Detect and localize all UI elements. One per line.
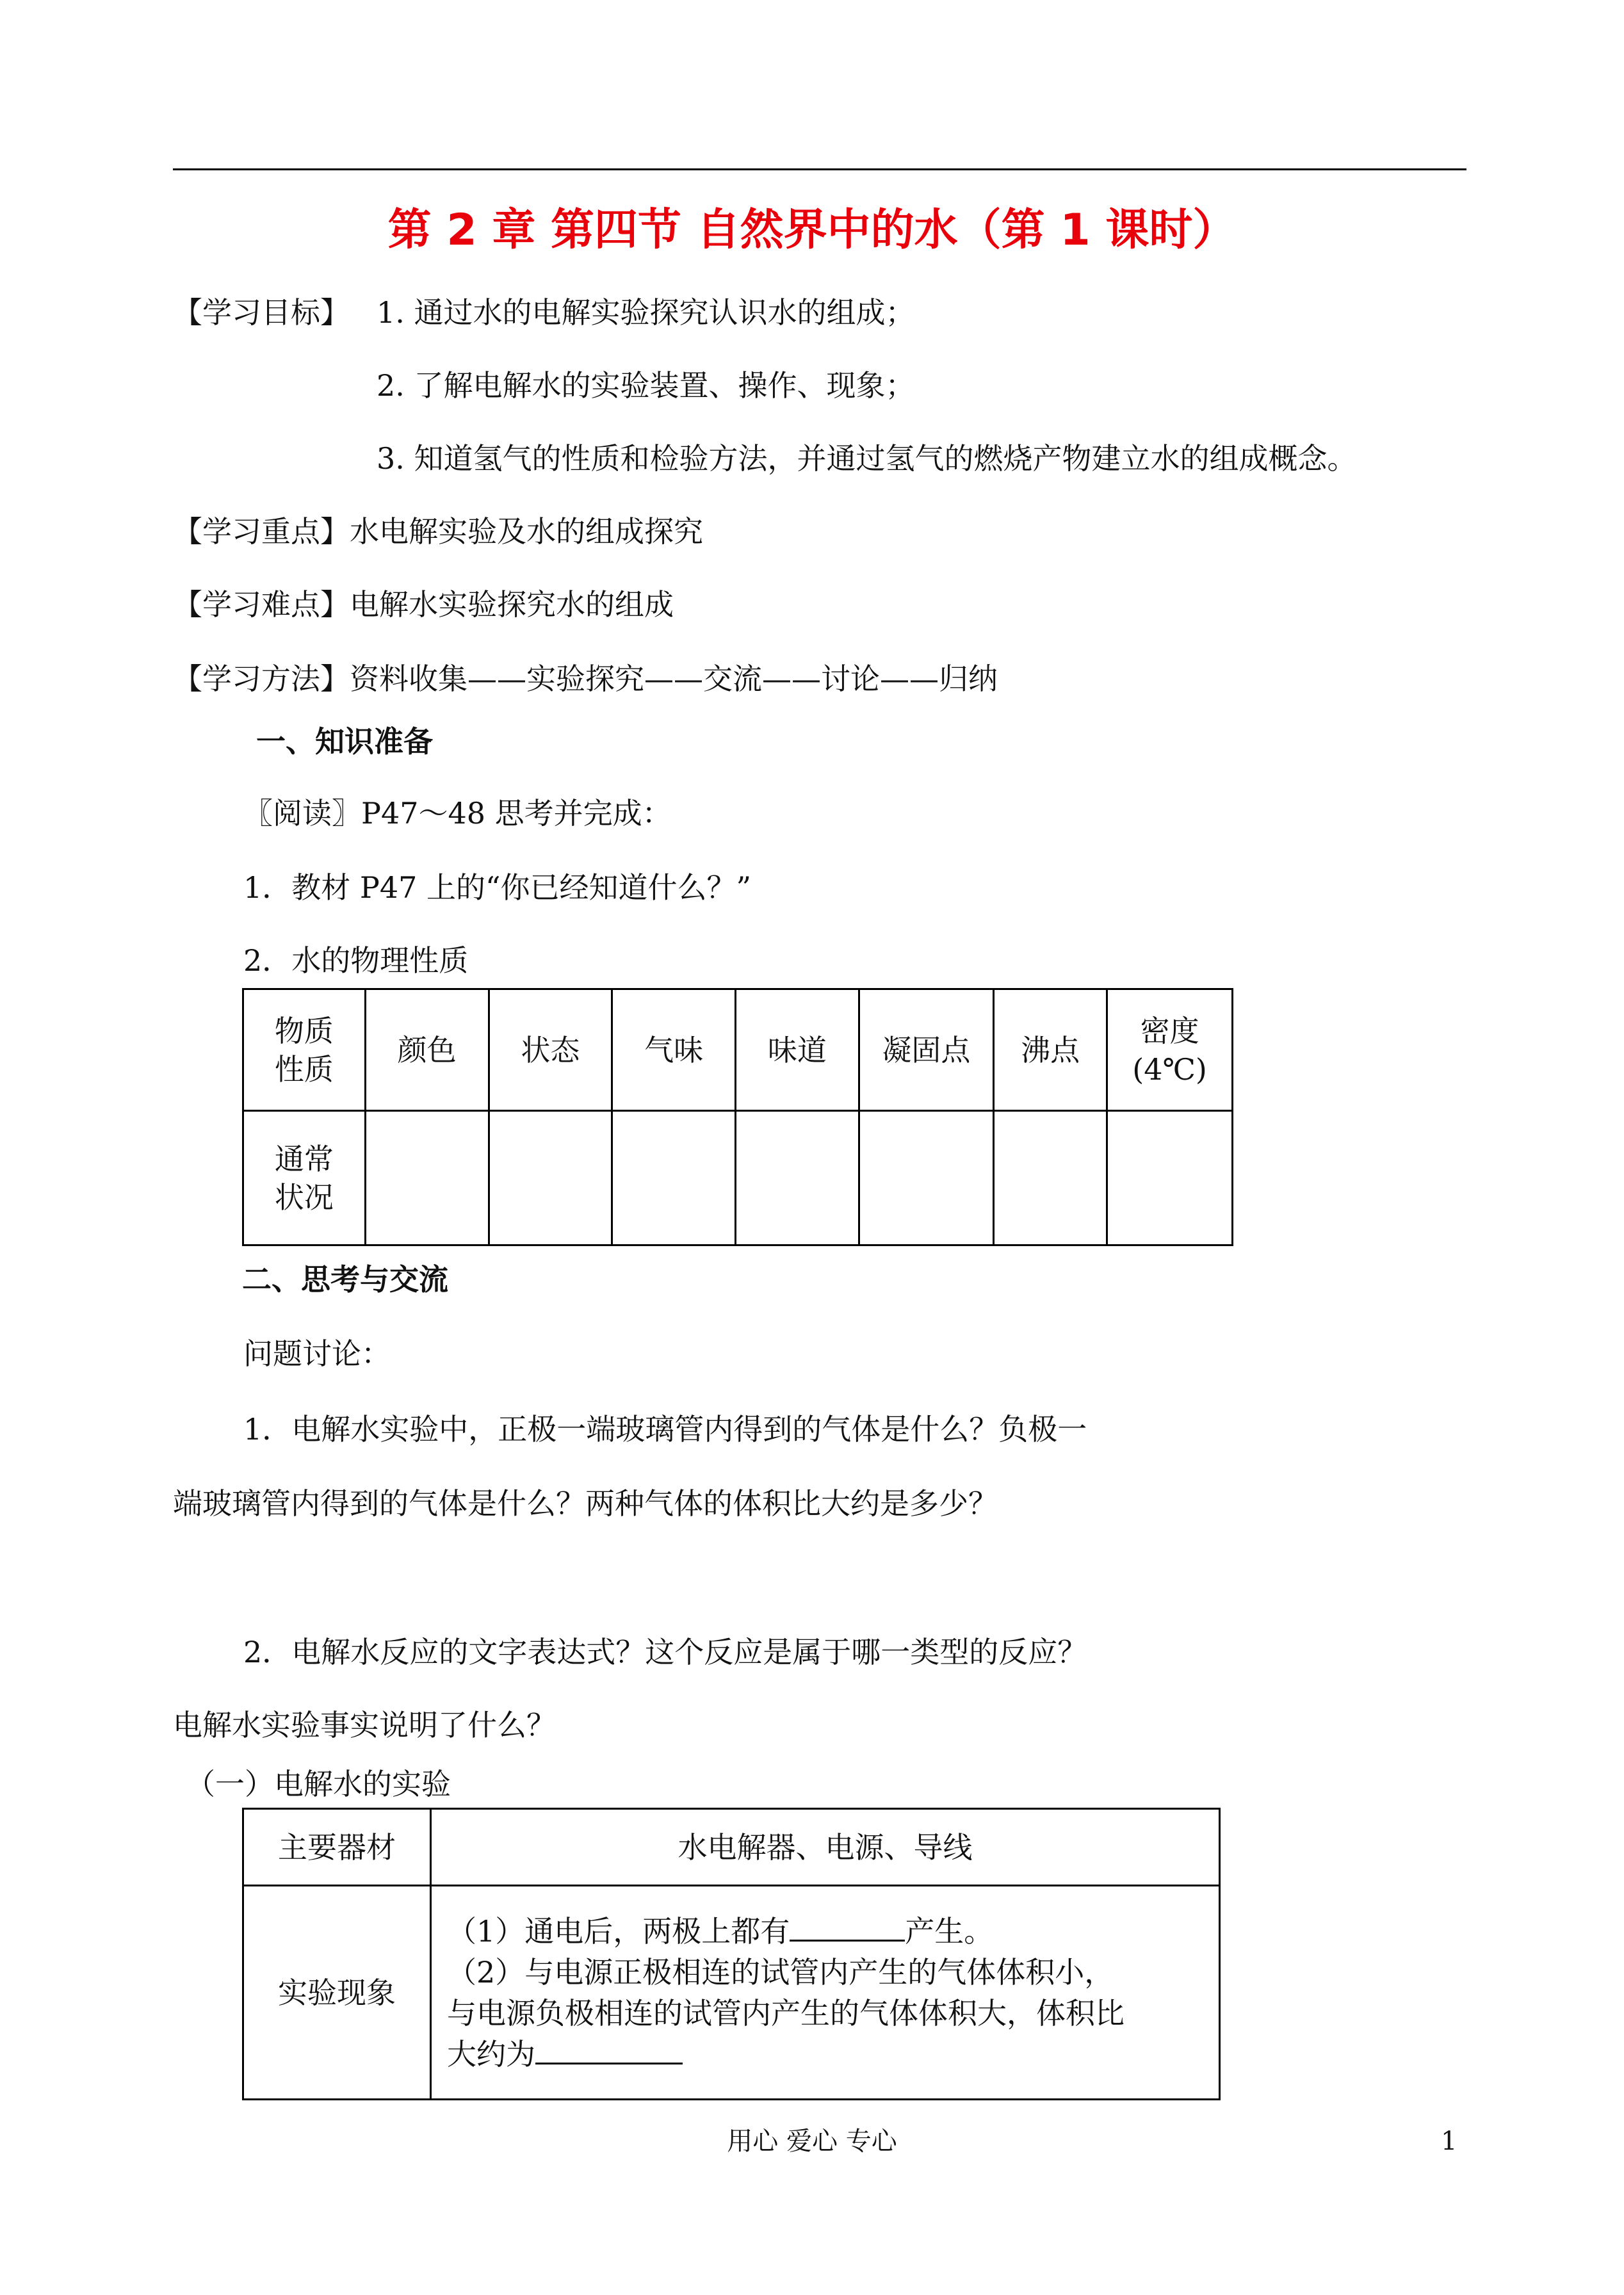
footer-motto: 用心 爱心 专心: [727, 2127, 897, 2156]
objective-2: 2. 了解电解水的实验装置、操作、现象；: [377, 368, 915, 403]
phenomenon-content: [431, 1886, 1220, 2100]
difficulty: 【学习难点】电解水实验探究水的组成: [173, 587, 674, 622]
blank-cell[interactable]: [612, 1111, 736, 1245]
phenomenon-line4: 大约为: [447, 2036, 535, 2072]
header-cell-property: 物质 性质: [243, 989, 366, 1111]
subsection-heading: （一）电解水的实验: [186, 1767, 451, 1801]
blank-cell[interactable]: [365, 1111, 489, 1245]
page-title: 第 2 章 第四节 自然界中的水（第 1 课时）: [387, 205, 1237, 255]
reading-instruction: 〖阅读〗P47～48 思考并完成：: [243, 796, 672, 831]
objective-3: 3. 知道氢气的性质和检验方法，并通过氢气的燃烧产物建立水的组成概念。: [377, 441, 1357, 476]
label-equipment: 主要器材: [243, 1809, 431, 1886]
discussion-q2-line2: 电解水实验事实说明了什么？: [173, 1708, 556, 1742]
phenomenon-line2: （2）与电源正极相连的试管内产生的气体体积小，: [447, 1954, 1114, 1990]
question-2: 2．水的物理性质: [243, 943, 469, 978]
row-label-normal: 通常 状况: [243, 1111, 366, 1245]
key-point: 【学习重点】水电解实验及水的组成探究: [173, 514, 703, 549]
page-number: 1: [1441, 2127, 1458, 2156]
blank-cell[interactable]: [994, 1111, 1107, 1245]
discussion-q1-line1: 1．电解水实验中，正极一端玻璃管内得到的气体是什么？负极一: [243, 1412, 1087, 1447]
section1-heading: 一、知识准备: [256, 724, 433, 759]
discussion-q1-line2: 端玻璃管内得到的气体是什么？两种气体的体积比大约是多少？: [173, 1486, 998, 1521]
section2-heading: 二、思考与交流: [242, 1262, 448, 1297]
blank-cell[interactable]: [735, 1111, 859, 1245]
header-cell: 气味: [612, 989, 736, 1111]
header-cell: 味道: [735, 989, 859, 1111]
phenomenon-line1b: 产生。: [905, 1913, 994, 1949]
value-equipment: 水电解器、电源、导线: [431, 1809, 1220, 1886]
discussion-label: 问题讨论：: [243, 1336, 391, 1371]
objective-1: 1. 通过水的电解实验探究认识水的组成；: [377, 295, 915, 330]
blank-cell[interactable]: [489, 1111, 612, 1245]
header-rule: [173, 168, 1466, 170]
header-cell-density: 密度 (4℃): [1107, 989, 1233, 1111]
header-cell: 沸点: [994, 989, 1107, 1111]
header-cell: 凝固点: [859, 989, 993, 1111]
electrolysis-table: [242, 1808, 1221, 2100]
learning-method: 【学习方法】资料收集——实验探究——交流——讨论——归纳: [173, 661, 998, 696]
question-1: 1．教材 P47 上的“你已经知道什么？”: [243, 870, 752, 905]
blank-cell[interactable]: [859, 1111, 993, 1245]
phenomenon-line1a: （1）通电后，两极上都有: [447, 1913, 790, 1949]
discussion-q2-line1: 2．电解水反应的文字表达式？这个反应是属于哪一类型的反应？: [243, 1635, 1087, 1669]
objectives-label: 【学习目标】: [173, 295, 350, 330]
physical-properties-table: [242, 988, 1233, 1246]
header-cell: 状态: [489, 989, 612, 1111]
phenomenon-line3: 与电源负极相连的试管内产生的气体体积大，体积比: [447, 1995, 1125, 2031]
blank-cell[interactable]: [1107, 1111, 1233, 1245]
answer-blank-2[interactable]: [535, 2034, 683, 2064]
label-phenomenon: 实验现象: [243, 1886, 431, 2100]
header-cell: 颜色: [365, 989, 489, 1111]
answer-blank-1[interactable]: [790, 1911, 905, 1942]
